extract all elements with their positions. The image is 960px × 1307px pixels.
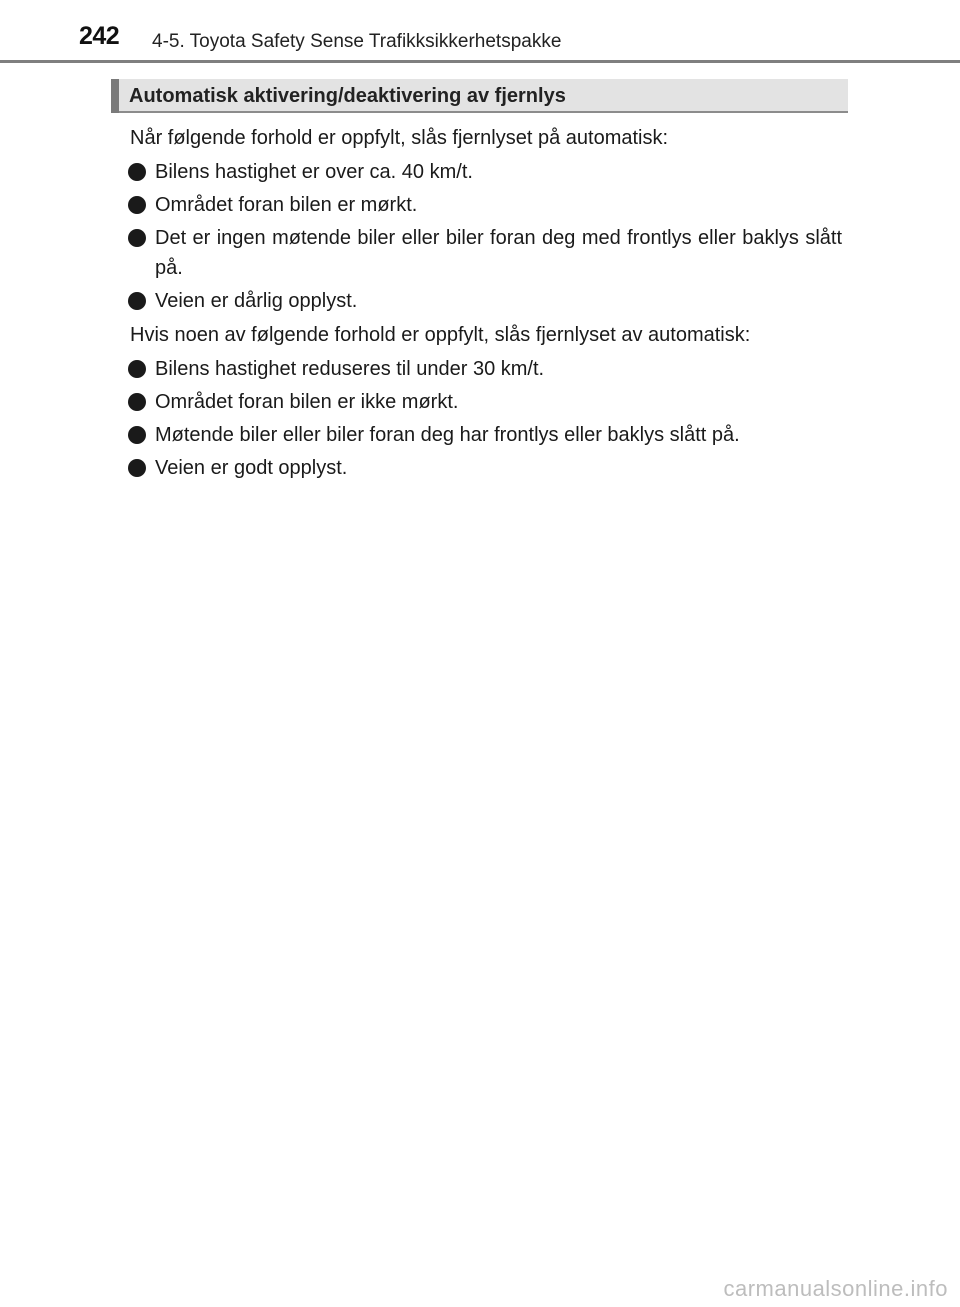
- list-item-text: Veien er dårlig opplyst.: [155, 290, 358, 312]
- list-item-text: Bilens hastighet reduseres til under 30 km/t.: [155, 358, 545, 380]
- list-item: [130, 157, 842, 187]
- page-header: [0, 0, 960, 64]
- list-item-text: Området foran bilen er mørkt.: [155, 194, 418, 216]
- subsection-title: Automatisk aktivering/deaktivering av fjernlys: [129, 85, 566, 107]
- section-title: 4-5. Toyota Safety Sense Trafikksikkerhetspakke: [152, 31, 562, 52]
- list-item-text: Veien er godt opplyst.: [155, 457, 348, 479]
- activation-conditions-list: [130, 157, 842, 316]
- page-content: [130, 124, 842, 488]
- list-item: [130, 453, 842, 483]
- page-number: 242: [79, 22, 120, 50]
- header-divider: [0, 60, 960, 63]
- list-item: [130, 190, 842, 220]
- deactivation-intro: Hvis noen av følgende forhold er oppfylt, slås fjernlyset av automatisk:: [130, 324, 751, 346]
- list-item: [130, 354, 842, 384]
- bullet-icon: [128, 196, 146, 214]
- list-item: [130, 286, 842, 316]
- list-item-text: Bilens hastighet er over ca. 40 km/t.: [155, 161, 473, 183]
- deactivation-conditions-list: [130, 354, 842, 483]
- list-item: [130, 420, 842, 450]
- bullet-icon: [128, 426, 146, 444]
- bullet-icon: [128, 459, 146, 477]
- bullet-icon: [128, 360, 146, 378]
- subsection-heading: [111, 79, 848, 113]
- list-item-text: Området foran bilen er ikke mørkt.: [155, 391, 459, 413]
- bullet-icon: [128, 229, 146, 247]
- bullet-icon: [128, 163, 146, 181]
- watermark-link[interactable]: carmanualsonline.info: [723, 1276, 948, 1301]
- list-item-text: Møtende biler eller biler foran deg har frontlys eller baklys slått på.: [155, 424, 740, 446]
- list-item-text: Det er ingen møtende biler eller biler foran deg med frontlys eller baklys slått på.: [155, 227, 842, 279]
- bullet-icon: [128, 393, 146, 411]
- bullet-icon: [128, 292, 146, 310]
- activation-intro: Når følgende forhold er oppfylt, slås fjernlyset på automatisk:: [130, 127, 669, 149]
- list-item: [130, 387, 842, 417]
- heading-accent-bar: [111, 79, 119, 113]
- list-item: [130, 223, 842, 283]
